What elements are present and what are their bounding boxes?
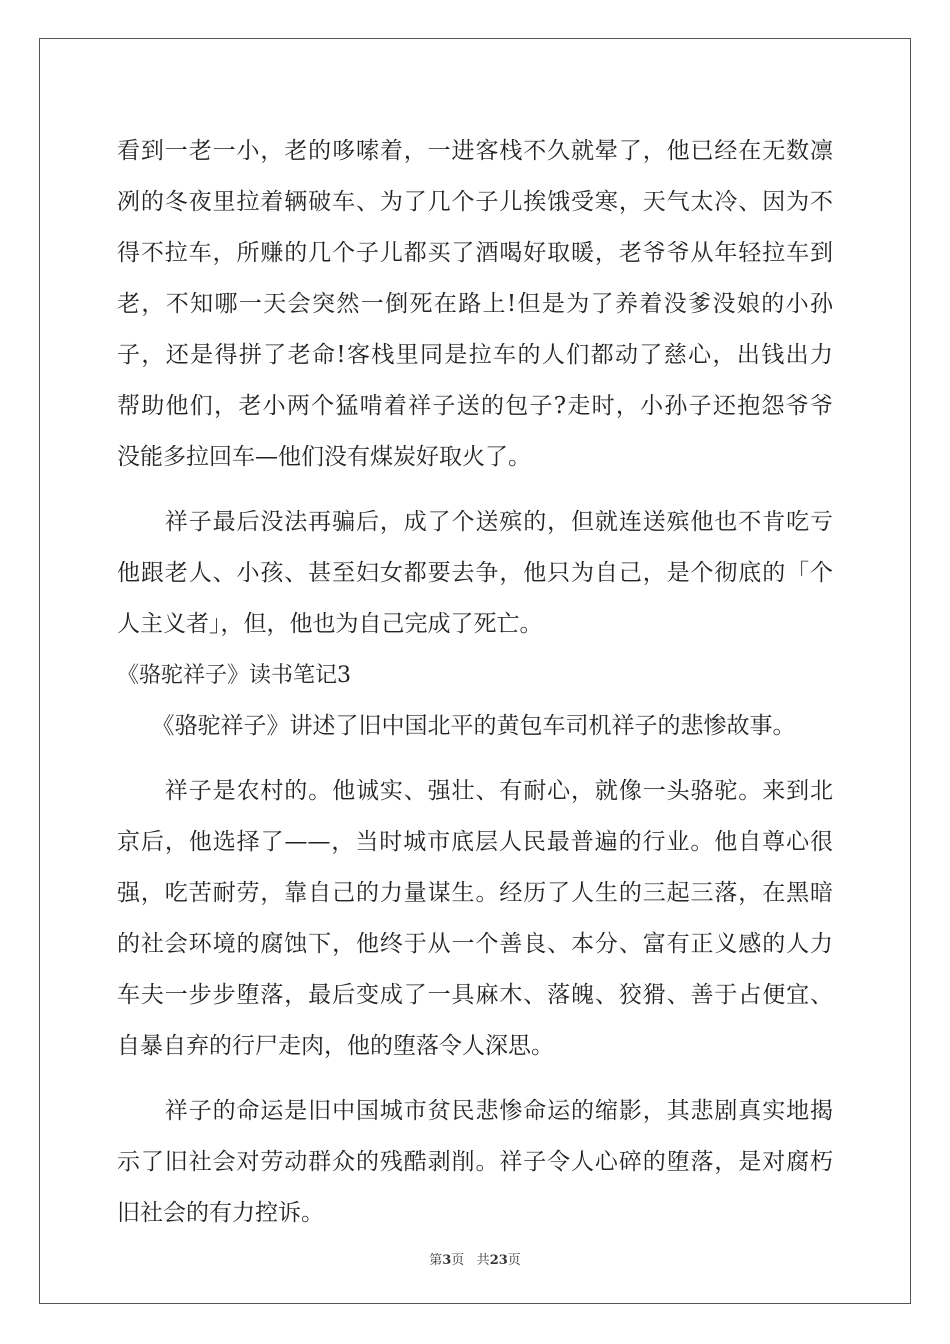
text-line: 示了旧社会对劳动群众的残酷剥削。祥子令人心碎的堕落，是对腐朽 [117, 1149, 833, 1175]
section-heading: 《骆驼祥子》读书笔记3 [117, 663, 351, 688]
text-line: 老，不知哪一天会突然一倒死在路上!但是为了养着没爹没娘的小孙 [117, 291, 833, 317]
text-line: 的社会环境的腐蚀下，他终于从一个善良、本分、富有正义感的人力 [117, 931, 833, 957]
total-pages: 23 [489, 1253, 508, 1268]
text-line: 《骆驼祥子》讲述了旧中国北平的黄包车司机祥子的悲惨故事。 [117, 713, 796, 739]
text-line: 京后，他选择了——，当时城市底层人民最普遍的行业。他自尊心很 [117, 829, 833, 855]
footer-page-suffix: 页 [451, 1253, 465, 1268]
text-line: 自暴自弃的行尸走肉，他的堕落令人深思。 [117, 1033, 554, 1059]
paragraph-1 [117, 126, 833, 483]
text-line: 祥子是农村的。他诚实、强壮、有耐心，就像一头骆驼。来到北 [117, 778, 833, 804]
text-line: 旧社会的有力控诉。 [117, 1200, 324, 1226]
page-footer [0, 1249, 950, 1268]
text-line: 得不拉车，所赚的几个子儿都买了酒喝好取暖，老爷爷从年轻拉车到 [117, 240, 833, 266]
text-line: 看到一老一小，老的哆嗦着，一进客栈不久就晕了，他已经在无数凛 [117, 138, 833, 164]
paragraph-3 [117, 701, 833, 752]
text-line: 子，还是得拼了老命!客栈里同是拉车的人们都动了慈心，出钱出力 [117, 342, 833, 368]
text-line: 车夫一步步堕落，最后变成了一具麻木、落魄、狡猾、善于占便宜、 [117, 982, 833, 1008]
text-line: 祥子最后没法再骗后，成了个送殡的，但就连送殡他也不肯吃亏 [117, 509, 833, 535]
text-line: 强，吃苦耐劳，靠自己的力量谋生。经历了人生的三起三落，在黑暗 [117, 880, 833, 906]
footer-prefix: 第 [429, 1253, 443, 1268]
paragraph-4 [117, 766, 833, 1072]
text-line: 人主义者」，但，他也为自己完成了死亡。 [117, 611, 543, 637]
text-line: 祥子的命运是旧中国城市贫民悲惨命运的缩影，其悲剧真实地揭 [117, 1098, 833, 1124]
footer-total-suffix: 页 [507, 1253, 521, 1268]
document-body [117, 126, 833, 1239]
paragraph-2 [117, 497, 833, 650]
text-line: 帮助他们，老小两个猛啃着祥子送的包子?走时，小孙子还抱怨爷爷 [117, 393, 833, 419]
page-number: 3 [442, 1253, 452, 1268]
footer-total-prefix: 共 [476, 1253, 490, 1268]
text-line: 冽的冬夜里拉着辆破车、为了几个子儿挨饿受寒，天气太冷、因为不 [117, 189, 833, 215]
text-line: 没能多拉回车—他们没有煤炭好取火了。 [117, 444, 531, 470]
text-line: 他跟老人、小孩、甚至妇女都要去争，他只为自己，是个彻底的「个 [117, 560, 833, 586]
paragraph-5 [117, 1086, 833, 1239]
